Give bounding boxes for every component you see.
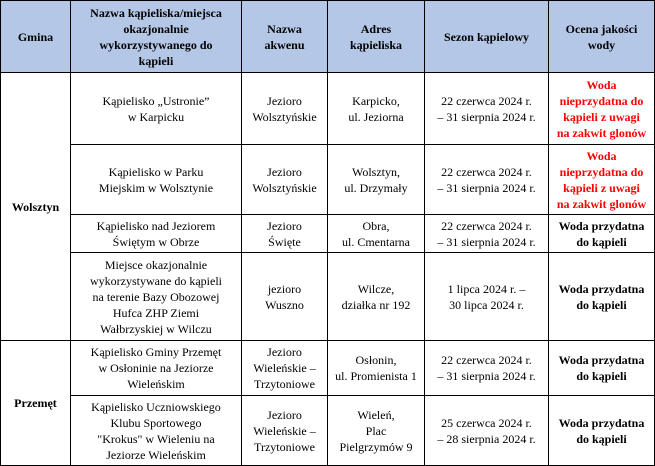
- cell-season: 22 czerwca 2024 r. – 31 sierpnia 2024 r.: [425, 145, 549, 215]
- table-row: [1, 341, 655, 396]
- cell-water: jezioro Wuszno: [242, 253, 328, 341]
- table-row: [1, 145, 655, 215]
- cell-name: Miejsce okazjonalnie wykorzystywane do kąpieli na terenie Bazy Obozowej Hufca ZHP Ziemi Wałbrzyskiej w Wilczu: [71, 253, 242, 341]
- cell-water: Jezioro Wieleńskie – Trzytoniowe: [242, 341, 328, 396]
- cell-name: Kąpielisko Gminy Przemęt w Osłoninie na Jeziorze Wieleńskim: [71, 341, 242, 396]
- cell-address: Obra, ul. Cmentarna: [328, 215, 425, 253]
- cell-name: Kąpielisko nad Jeziorem Świętym w Obrze: [71, 215, 242, 253]
- header-ocena: Ocena jakości wody: [549, 1, 655, 73]
- gmina-cell-przemet: Przemęt: [1, 341, 71, 466]
- cell-name: Kąpielisko „Ustronie” w Karpicku: [71, 73, 242, 145]
- cell-season: 22 czerwca 2024 r. – 31 sierpnia 2024 r.: [425, 73, 549, 145]
- table-row: [1, 253, 655, 341]
- table-row: [1, 215, 655, 253]
- cell-water: Jezioro Wieleńskie – Trzytoniowe: [242, 396, 328, 466]
- cell-season: 22 czerwca 2024 r. – 31 sierpnia 2024 r.: [425, 341, 549, 396]
- gmina-cell-wolsztyn: Wolsztyn: [1, 73, 71, 341]
- table-header-row: [1, 1, 655, 73]
- cell-name: Kąpielisko w Parku Miejskim w Wolsztynie: [71, 145, 242, 215]
- cell-water: Jezioro Wolsztyńskie: [242, 73, 328, 145]
- cell-address: Wolsztyn, ul. Drzymały: [328, 145, 425, 215]
- cell-quality: Woda przydatna do kąpieli: [549, 341, 655, 396]
- cell-address: Karpicko, ul. Jeziorna: [328, 73, 425, 145]
- cell-name: Kąpielisko Uczniowskiego Klubu Sportowego "Krokus" w Wieleniu na Jeziorze Wieleńskim: [71, 396, 242, 466]
- cell-quality: Woda nieprzydatna do kąpieli z uwagi na zakwit glonów: [549, 73, 655, 145]
- table-row: [1, 73, 655, 145]
- cell-season: 1 lipca 2024 r. – 30 lipca 2024 r.: [425, 253, 549, 341]
- header-sezon: Sezon kąpielowy: [425, 1, 549, 73]
- cell-quality: Woda przydatna do kąpieli: [549, 253, 655, 341]
- cell-quality: Woda nieprzydatna do kąpieli z uwagi na zakwit glonów: [549, 145, 655, 215]
- table-row: [1, 396, 655, 466]
- cell-quality: Woda przydatna do kąpieli: [549, 396, 655, 466]
- cell-quality: Woda przydatna do kąpieli: [549, 215, 655, 253]
- header-gmina: Gmina: [1, 1, 71, 73]
- header-nazwa-kapieliska: Nazwa kąpieliska/miejsca okazjonalnie wykorzystywanego do kąpieli: [71, 1, 242, 73]
- cell-water: Jezioro Wolsztyńskie: [242, 145, 328, 215]
- cell-season: 25 czerwca 2024 r. – 28 sierpnia 2024 r.: [425, 396, 549, 466]
- cell-address: Wieleń, Plac Pielgrzymów 9: [328, 396, 425, 466]
- cell-address: Wilcze, działka nr 192: [328, 253, 425, 341]
- cell-water: Jezioro Święte: [242, 215, 328, 253]
- cell-address: Osłonin, ul. Promienista 1: [328, 341, 425, 396]
- cell-season: 22 czerwca 2024 r. – 31 sierpnia 2024 r.: [425, 215, 549, 253]
- header-nazwa-akwenu: Nazwa akwenu: [242, 1, 328, 73]
- header-adres: Adres kąpieliska: [328, 1, 425, 73]
